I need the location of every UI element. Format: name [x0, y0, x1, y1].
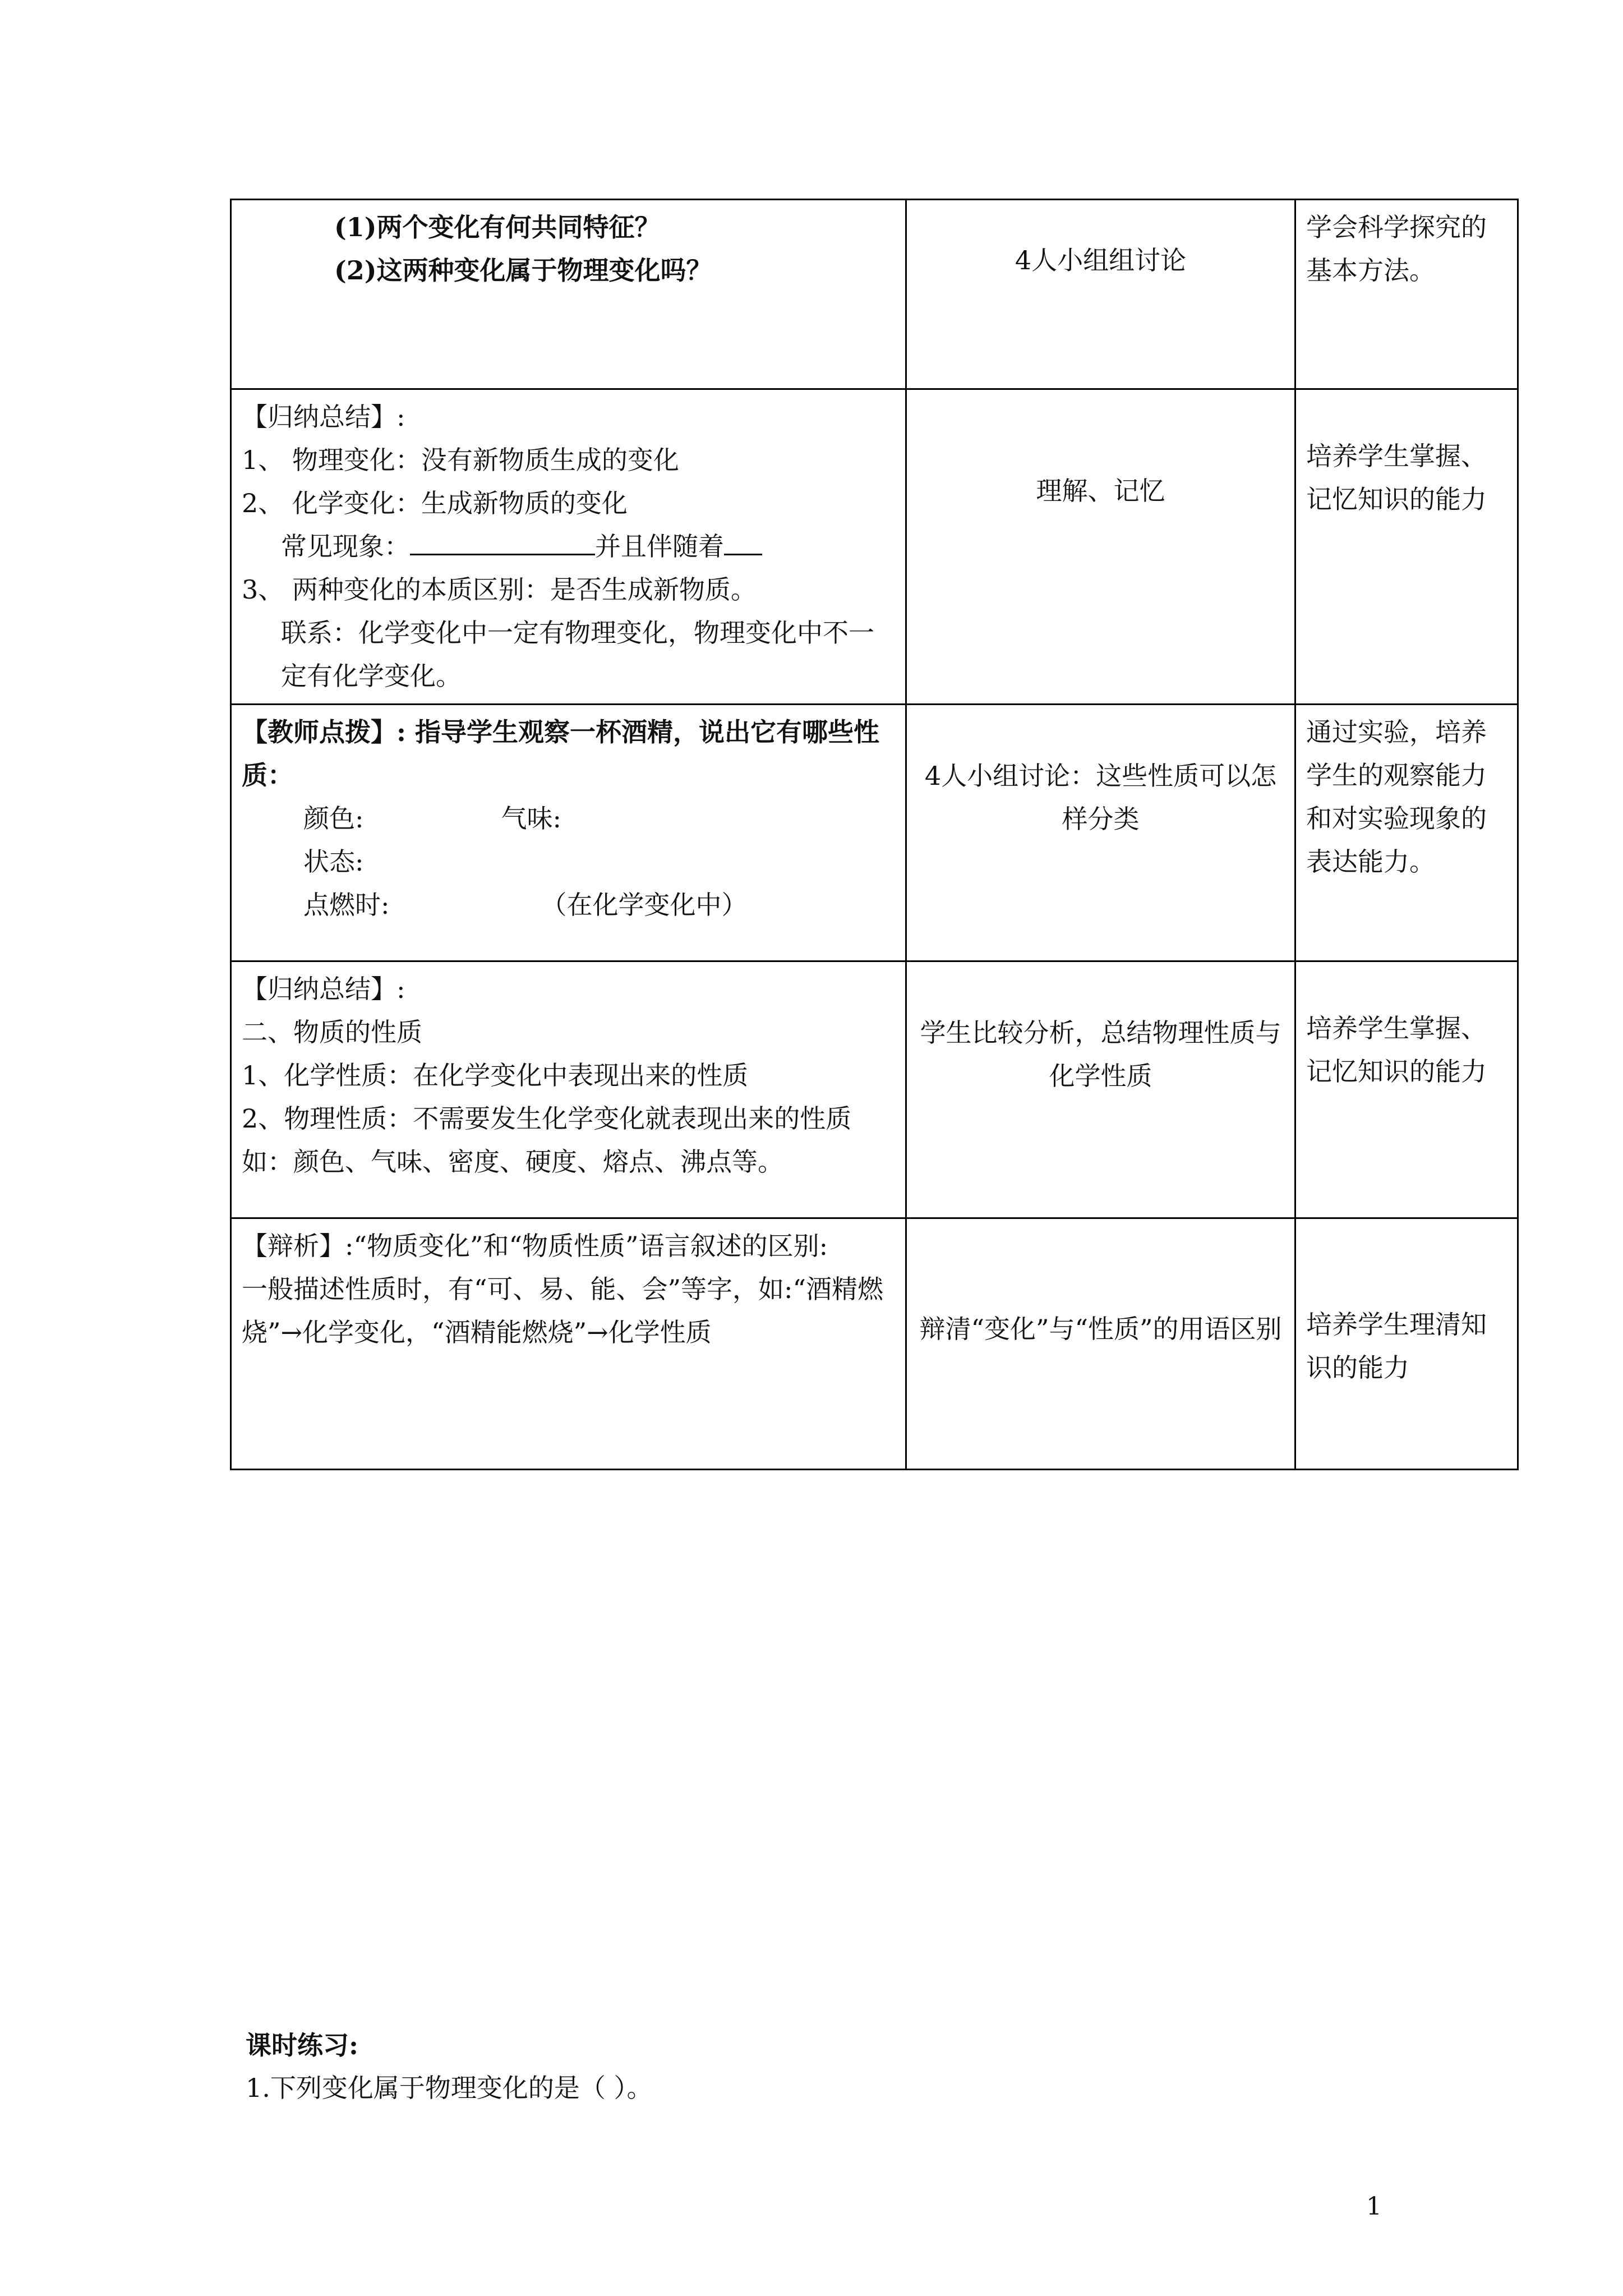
table-cell — [231, 705, 906, 961]
list-item: 二、物质的性质 — [242, 1017, 422, 1047]
lesson-table — [230, 199, 1519, 1470]
table-cell — [231, 961, 906, 1218]
fill-blank — [410, 532, 595, 555]
table-row — [231, 200, 1518, 389]
list-item: 2、物理性质：不需要发生化学变化就表现出来的性质 — [242, 1103, 852, 1134]
activity-text: 辩清“变化”与“性质”的用语区别 — [919, 1314, 1282, 1344]
section-heading: 【归纳总结】: — [242, 402, 405, 432]
table-cell — [231, 389, 906, 705]
table-row — [231, 705, 1518, 961]
table-cell — [906, 961, 1295, 1218]
list-item: 2、 化学变化：生成新物质的变化 — [242, 488, 628, 518]
table-row — [231, 389, 1518, 705]
activity-text: 4人小组讨论：这些性质可以怎样分类 — [924, 761, 1277, 834]
exercise-heading: 课时练习: — [246, 2030, 358, 2060]
analysis-heading: 【辩析】:“物质变化”和“物质性质”语言叙述的区别: — [242, 1231, 828, 1261]
accompany-label: 并且伴随着 — [595, 531, 724, 562]
smell-label: 气味: — [501, 803, 561, 834]
activity-text: 理解、记忆 — [1036, 475, 1165, 506]
table-cell — [231, 1218, 906, 1470]
list-item — [242, 525, 895, 568]
color-label: 颜色: — [303, 803, 364, 834]
table-cell — [906, 705, 1295, 961]
table-cell — [906, 389, 1295, 705]
property-line — [242, 884, 895, 927]
goal-text: 培养学生掌握、记忆知识的能力 — [1295, 389, 1518, 705]
goal-text: 培养学生理清知识的能力 — [1295, 1218, 1518, 1470]
fill-blank — [724, 532, 762, 555]
activity-text: 4人小组组讨论 — [1015, 245, 1187, 275]
question-1: (1)两个变化有何共同特征？ — [334, 212, 661, 242]
table-cell — [906, 200, 1295, 389]
exercise-question: 1.下列变化属于物理变化的是（ ）。 — [246, 2073, 653, 2103]
burn-note: （在化学变化中） — [541, 890, 748, 920]
list-item: 1、 物理变化：没有新物质生成的变化 — [242, 445, 679, 475]
section-heading: 【归纳总结】: — [242, 974, 405, 1004]
table-row — [231, 961, 1518, 1218]
list-item: 联系：化学变化中一定有物理变化，物理变化中不一定有化学变化。 — [281, 618, 874, 691]
phenomena-label: 常见现象： — [281, 531, 410, 562]
teacher-guidance: 【教师点拨】: 指导学生观察一杯酒精，说出它有哪些性质： — [242, 717, 879, 790]
analysis-text: 一般描述性质时，有“可、易、能、会”等字，如:“酒精燃烧”→化学变化，“酒精能燃烧”→化学性质 — [242, 1274, 884, 1347]
question-2: (2)这两种变化属于物理变化吗？ — [334, 255, 712, 286]
goal-text: 学会科学探究的基本方法。 — [1295, 200, 1518, 389]
activity-text: 学生比较分析，总结物理性质与化学性质 — [920, 1018, 1281, 1091]
state-label: 状态: — [303, 846, 364, 877]
list-item: 1、化学性质：在化学变化中表现出来的性质 — [242, 1060, 749, 1091]
table-row — [231, 1218, 1518, 1470]
table-cell — [906, 1218, 1295, 1470]
table-cell — [231, 200, 906, 389]
burn-label: 点燃时: — [303, 890, 390, 920]
page-number: 1 — [1366, 2192, 1382, 2221]
list-item: 如：颜色、气味、密度、硬度、熔点、沸点等。 — [242, 1147, 783, 1177]
property-line — [242, 797, 895, 840]
goal-text: 培养学生掌握、记忆知识的能力 — [1295, 961, 1518, 1218]
goal-text: 通过实验，培养学生的观察能力和对实验现象的表达能力。 — [1295, 705, 1518, 961]
exercise-section — [246, 2024, 653, 2109]
list-item: 3、 两种变化的本质区别：是否生成新物质。 — [242, 574, 757, 605]
